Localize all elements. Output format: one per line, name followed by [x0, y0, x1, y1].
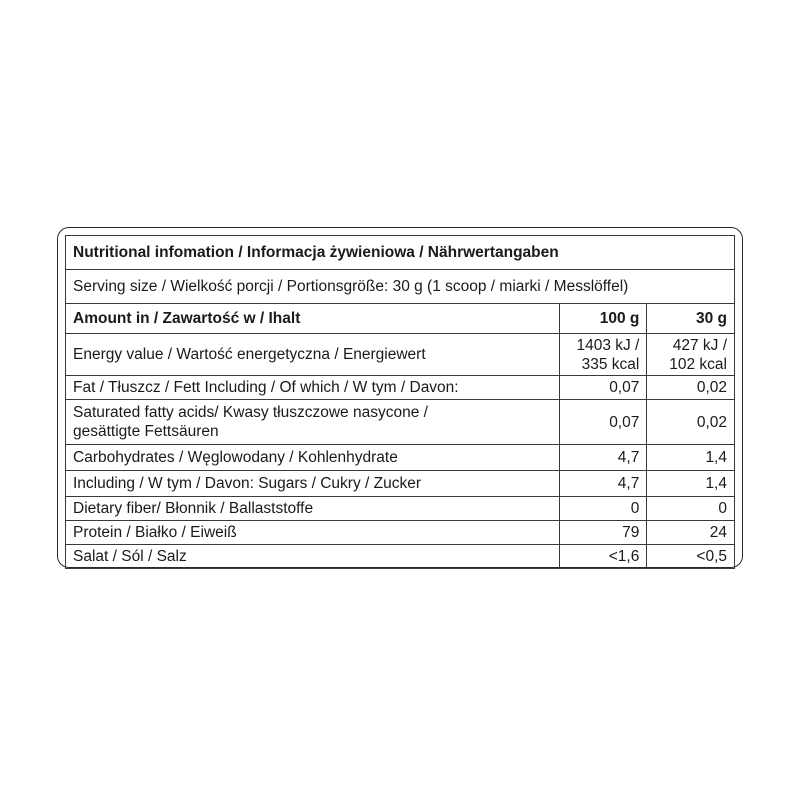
- row-label-energy: Energy value / Wartość energetyczna / Energiewert: [66, 334, 560, 376]
- header-100g: 100 g: [559, 304, 647, 334]
- table-row: [66, 376, 735, 400]
- nutrition-table: [65, 235, 735, 569]
- value-30g-protein: 24: [647, 521, 735, 545]
- table-row: [66, 521, 735, 545]
- row-label-protein: Protein / Białko / Eiweiß: [66, 521, 560, 545]
- row-label-fiber: Dietary fiber/ Błonnik / Ballaststoffe: [66, 497, 560, 521]
- row-label-saturated-line2: gesättigte Fettsäuren: [73, 423, 219, 440]
- value-30g-energy-kj: 427 kJ /: [672, 336, 727, 354]
- value-100g-fiber: 0: [559, 497, 647, 521]
- value-100g-carbohydrates: 4,7: [559, 445, 647, 471]
- row-label-saturated-line1: Saturated fatty acids/ Kwasy tłuszczowe nasycone /: [73, 404, 428, 421]
- row-label-saturated: [66, 400, 560, 445]
- value-30g-saturated: 0,02: [647, 400, 735, 445]
- value-30g-carbohydrates: 1,4: [647, 445, 735, 471]
- table-row: [66, 334, 735, 376]
- value-30g-salt: <0,5: [647, 545, 735, 569]
- value-100g-energy: [559, 334, 647, 376]
- value-100g-fat: 0,07: [559, 376, 647, 400]
- value-100g-protein: 79: [559, 521, 647, 545]
- table-row: [66, 545, 735, 569]
- header-amount-label: Amount in / Zawartość w / Ihalt: [66, 304, 560, 334]
- value-30g-fiber: 0: [647, 497, 735, 521]
- value-30g-energy: [647, 334, 735, 376]
- table-row: [66, 400, 735, 445]
- table-row: [66, 471, 735, 497]
- row-label-fat: Fat / Tłuszcz / Fett Including / Of which / W tym / Davon:: [66, 376, 560, 400]
- row-label-carbohydrates: Carbohydrates / Węglowodany / Kohlenhydrate: [66, 445, 560, 471]
- title-row: [66, 236, 735, 270]
- serving-size: Serving size / Wielkość porcji / Portionsgröße: 30 g (1 scoop / miarki / Messlöffel): [66, 270, 735, 304]
- value-30g-energy-kcal: 102 kcal: [669, 355, 727, 373]
- serving-row: [66, 270, 735, 304]
- value-100g-sugars: 4,7: [559, 471, 647, 497]
- table-row: [66, 497, 735, 521]
- value-100g-salt: <1,6: [559, 545, 647, 569]
- header-30g: 30 g: [647, 304, 735, 334]
- table-title: Nutritional infomation / Informacja żywieniowa / Nährwertangaben: [66, 236, 735, 270]
- value-30g-fat: 0,02: [647, 376, 735, 400]
- value-100g-energy-kcal: 335 kcal: [581, 355, 640, 373]
- row-label-salt: Salat / Sól / Salz: [66, 545, 560, 569]
- row-label-sugars: Including / W tym / Davon: Sugars / Cukry / Zucker: [66, 471, 560, 497]
- value-100g-energy-kj: 1403 kJ /: [576, 336, 640, 354]
- value-100g-saturated: 0,07: [559, 400, 647, 445]
- value-30g-sugars: 1,4: [647, 471, 735, 497]
- header-row: [66, 304, 735, 334]
- table-row: [66, 445, 735, 471]
